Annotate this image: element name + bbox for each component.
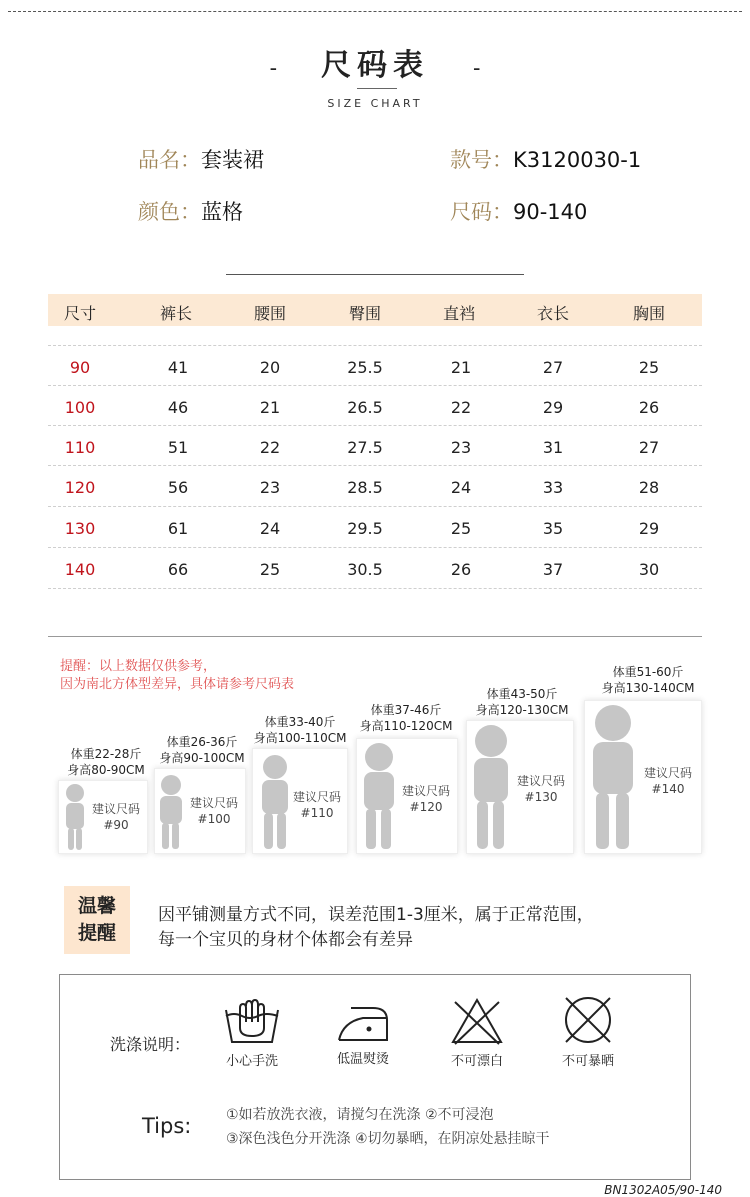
table-row xyxy=(48,385,702,426)
kid-info-120: 体重37-46斤 身高110-120CM xyxy=(359,703,453,733)
cell: 29.5 xyxy=(347,519,383,538)
product-code: BN1302A05/90-140 xyxy=(604,1183,722,1197)
cell: 37 xyxy=(542,560,564,579)
cell: 23 xyxy=(450,438,472,457)
kid-info-140: 体重51-60斤 身高130-140CM xyxy=(601,665,695,695)
cell: 56 xyxy=(167,478,189,497)
cell: 31 xyxy=(542,438,564,457)
cell-size: 100 xyxy=(64,398,96,417)
cell: 21 xyxy=(450,358,472,377)
cell-size: 110 xyxy=(64,438,96,457)
cell: 20 xyxy=(259,358,281,377)
kid-panel-130: 建议尺码 #130 xyxy=(466,720,574,854)
kid-info-130: 体重43-50斤 身高120-130CM xyxy=(475,687,569,717)
cell: 26 xyxy=(638,398,660,417)
cell: 41 xyxy=(167,358,189,377)
low-iron-icon xyxy=(333,1000,393,1044)
cell: 25.5 xyxy=(347,358,383,377)
care-item-no-bleach: 不可漂白 xyxy=(427,996,527,1069)
cell: 22 xyxy=(259,438,281,457)
section-divider xyxy=(226,274,524,275)
page-title: - 尺码表 - xyxy=(269,48,481,83)
kid-panel-120: 建议尺码 #120 xyxy=(356,738,458,854)
kid-panel-140: 建议尺码 #140 xyxy=(584,700,702,854)
no-bleach-icon xyxy=(449,996,505,1046)
header-hip: 臀围 xyxy=(348,304,381,323)
header-rise: 直裆 xyxy=(442,304,475,323)
kid-panel-110: 建议尺码 #110 xyxy=(252,748,348,854)
title-dash-left: - xyxy=(269,56,277,81)
kid-info-90: 体重22-28斤 身高80-90CM xyxy=(67,747,145,777)
top-dashed-border xyxy=(8,11,742,12)
section-divider-2 xyxy=(48,636,702,637)
cell: 28.5 xyxy=(347,478,383,497)
table-row xyxy=(48,547,702,589)
cell: 46 xyxy=(167,398,189,417)
title-underline xyxy=(357,88,397,89)
hand-wash-icon xyxy=(222,998,282,1046)
style-number: 款号：K3120030-1 xyxy=(450,148,642,172)
cell: 27 xyxy=(638,438,660,457)
cell: 25 xyxy=(450,519,472,538)
cell: 29 xyxy=(542,398,564,417)
table-row xyxy=(48,465,702,506)
header-size: 尺寸 xyxy=(63,304,96,323)
cell: 28 xyxy=(638,478,660,497)
header-chest: 胸围 xyxy=(632,304,665,323)
kid-info-100: 体重26-36斤 身高90-100CM xyxy=(159,735,245,765)
header-waist: 腰围 xyxy=(253,304,286,323)
cell: 26.5 xyxy=(347,398,383,417)
cell: 23 xyxy=(259,478,281,497)
warm-reminder-line-2: 每一个宝贝的身材个体都会有差异 xyxy=(158,930,413,950)
warm-reminder-badge: 温馨 提醒 xyxy=(64,886,130,954)
table-row xyxy=(48,345,702,386)
kid-panel-100: 建议尺码 #100 xyxy=(154,768,246,854)
page-subtitle: SIZE CHART xyxy=(327,97,423,110)
table-row xyxy=(48,425,702,466)
care-item-no-sun-dry: 不可暴晒 xyxy=(538,994,638,1069)
header-pants-length: 裤长 xyxy=(159,304,192,323)
notice-line-1: 提醒：以上数据仅供参考， xyxy=(60,659,217,674)
cell: 51 xyxy=(167,438,189,457)
cell: 27.5 xyxy=(347,438,383,457)
cell: 35 xyxy=(542,519,564,538)
cell: 24 xyxy=(450,478,472,497)
care-item-hand-wash: 小心手洗 xyxy=(202,998,302,1069)
size-range: 尺码：90-140 xyxy=(450,200,588,224)
cell: 21 xyxy=(259,398,281,417)
tip-line-2: ③深色浅色分开洗涤 ④切勿暴晒，在阴凉处悬挂晾干 xyxy=(226,1131,550,1147)
cell: 25 xyxy=(259,560,281,579)
header-top-length: 衣长 xyxy=(536,304,569,323)
product-color: 颜色：蓝格 xyxy=(138,200,243,224)
cell: 22 xyxy=(450,398,472,417)
cell: 27 xyxy=(542,358,564,377)
table-row xyxy=(48,506,702,547)
cell-size: 140 xyxy=(64,560,96,579)
care-item-low-iron: 低温熨烫 xyxy=(313,1000,413,1067)
kid-info-110: 体重33-40斤 身高100-110CM xyxy=(253,715,347,745)
product-name: 品名：套装裙 xyxy=(138,148,264,172)
cell-size: 130 xyxy=(64,519,96,538)
care-label: 洗涤说明： xyxy=(110,1035,191,1054)
cell: 29 xyxy=(638,519,660,538)
notice-line-2: 因为南北方体型差异，具体请参考尺码表 xyxy=(60,677,295,692)
cell: 30 xyxy=(638,560,660,579)
title-dash-right: - xyxy=(473,56,481,81)
cell: 33 xyxy=(542,478,564,497)
cell-size: 90 xyxy=(69,358,91,377)
no-sun-dry-icon xyxy=(562,994,614,1046)
cell: 66 xyxy=(167,560,189,579)
cell: 26 xyxy=(450,560,472,579)
cell-size: 120 xyxy=(64,478,96,497)
cell: 30.5 xyxy=(347,560,383,579)
table-header xyxy=(48,294,702,326)
kid-panel-90: 建议尺码 #90 xyxy=(58,780,148,854)
tips-label: Tips: xyxy=(142,1114,192,1138)
cell: 61 xyxy=(167,519,189,538)
cell: 25 xyxy=(638,358,660,377)
warm-reminder-line-1: 因平铺测量方式不同，误差范围1-3厘米，属于正常范围， xyxy=(158,905,594,925)
cell: 24 xyxy=(259,519,281,538)
tip-line-1: ①如若放洗衣液，请搅匀在洗涤 ②不可浸泡 xyxy=(226,1107,494,1123)
